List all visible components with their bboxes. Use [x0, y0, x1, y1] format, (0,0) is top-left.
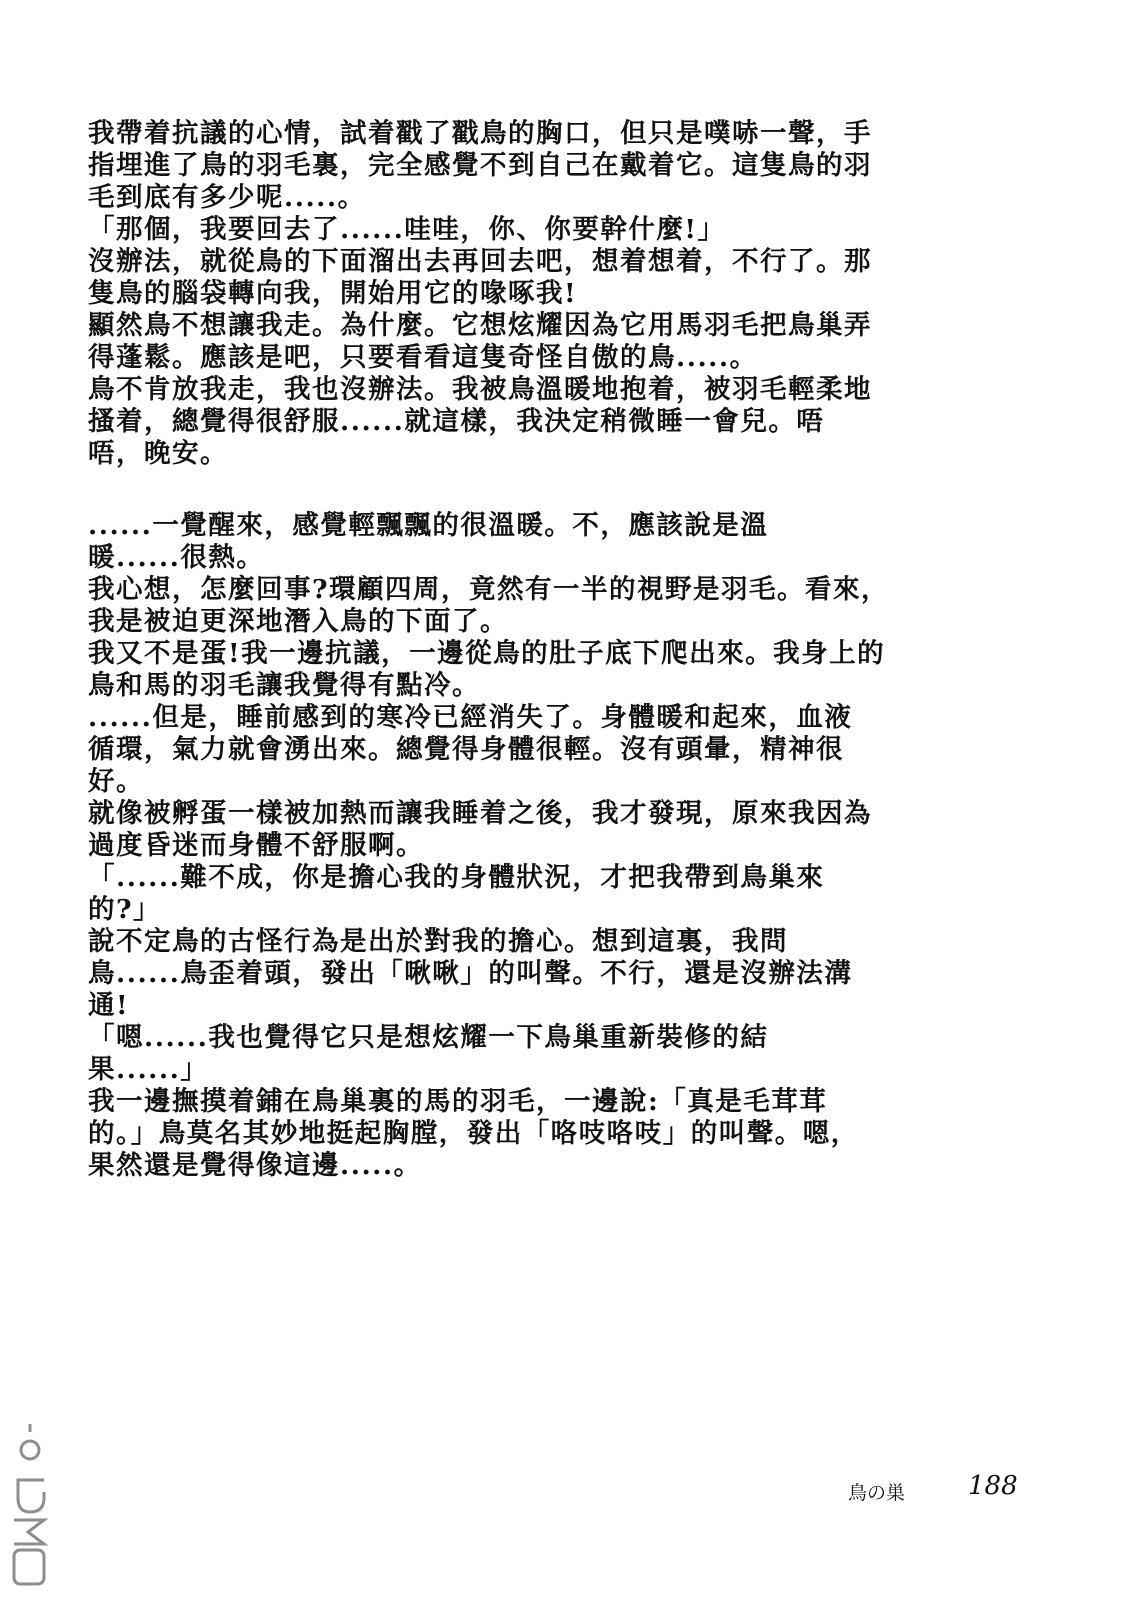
- text-line: 循環，氣力就會湧出來。總覺得身體很輕。沒有頭暈，精神很: [88, 734, 844, 765]
- text-line: 「嗯......我也覺得它只是想炫耀一下鳥巢重新裝修的結: [88, 1022, 769, 1053]
- text-line: 得蓬鬆。應該是吧，只要看看這隻奇怪自傲的鳥.....。: [88, 342, 758, 373]
- text-line: 通!: [88, 990, 130, 1021]
- text-line: ......一覺醒來，感覺輕飄飄的很溫暖。不，應該說是溫: [88, 510, 769, 541]
- paragraph: [88, 574, 1048, 638]
- text-line: 唔，晚安。: [88, 438, 228, 469]
- text-line: 的。」鳥莫名其妙地挺起胸膛，發出「咯吱咯吱」的叫聲。嗯，: [88, 1118, 859, 1149]
- text-line: 「那個，我要回去了......哇哇，你、你要幹什麼!」: [88, 214, 726, 245]
- paragraph: [88, 118, 1048, 214]
- text-line: 搔着，總覺得很舒服......就這樣，我決定稍微睡一會兒。唔: [88, 406, 825, 437]
- text-line: 我又不是蛋!我一邊抗議，一邊從鳥的肚子底下爬出來。我身上的: [88, 638, 886, 669]
- text-line: 我帶着抗議的心情，試着戳了戳鳥的胸口，但只是噗哧一聲，手: [88, 118, 872, 149]
- paragraph: [88, 1022, 1048, 1086]
- text-line: 說不定鳥的古怪行為是出於對我的擔心。想到這裏，我問: [88, 926, 788, 957]
- text-line: 隻鳥的腦袋轉向我，開始用它的喙啄我!: [88, 278, 578, 309]
- text-line: ......但是，睡前感到的寒冷已經消失了。身體暖和起來，血液: [88, 702, 853, 733]
- text-line: 的?」: [88, 894, 162, 925]
- paragraph: [88, 310, 1048, 374]
- paragraph-break: [88, 470, 1048, 510]
- text-line: 好。: [88, 766, 144, 797]
- paragraph: [88, 638, 1048, 702]
- paragraph: [88, 702, 1048, 798]
- text-line: 就像被孵蛋一樣被加熱而讓我睡着之後，我才發現，原來我因為: [88, 798, 872, 829]
- text-line: 毛到底有多少呢.....。: [88, 182, 366, 213]
- paragraph: [88, 1086, 1048, 1182]
- text-line: 沒辦法，就從鳥的下面溜出去再回去吧，想着想着，不行了。那: [88, 246, 872, 277]
- text-line: 鳥不肯放我走，我也沒辦法。我被鳥溫暖地抱着，被羽毛輕柔地: [88, 374, 872, 405]
- text-line: 鳥......鳥歪着頭，發出「啾啾」的叫聲。不行，還是沒辦法溝: [88, 958, 853, 989]
- text-line: 顯然鳥不想讓我走。為什麼。它想炫耀因為它用馬羽毛把鳥巢弄: [88, 310, 872, 341]
- text-line: 「......難不成，你是擔心我的身體狀況，才把我帶到鳥巢來: [88, 862, 825, 893]
- paragraph: [88, 510, 1048, 574]
- text-line: 我一邊撫摸着鋪在鳥巢裏的馬的羽毛，一邊說:「真是毛茸茸: [88, 1086, 828, 1117]
- page-number: 188: [968, 1471, 1018, 1501]
- text-line: 過度昏迷而身體不舒服啊。: [88, 830, 424, 861]
- footer-title: 鳥の巣: [848, 1482, 906, 1504]
- body-text: [88, 118, 1048, 1182]
- text-line: 果然還是覺得像這邊.....。: [88, 1150, 422, 1181]
- paragraph: [88, 374, 1048, 470]
- text-line: 指埋進了鳥的羽毛裏，完全感覺不到自己在戴着它。這隻鳥的羽: [88, 150, 872, 181]
- text-line: 暖......很熱。: [88, 542, 265, 573]
- paragraph: [88, 214, 1048, 246]
- text-line: 我心想，怎麼回事?環顧四周，竟然有一半的視野是羽毛。看來，: [88, 574, 890, 605]
- paragraph: [88, 926, 1048, 1022]
- text-line: 我是被迫更深地潛入鳥的下面了。: [88, 606, 508, 637]
- text-line: 果......」: [88, 1054, 209, 1085]
- paragraph: [88, 246, 1048, 310]
- paragraph: [88, 862, 1048, 926]
- text-line: 鳥和馬的羽毛讓我覺得有點冷。: [88, 670, 480, 701]
- paragraph: [88, 798, 1048, 862]
- watermark-logo: [10, 1420, 50, 1590]
